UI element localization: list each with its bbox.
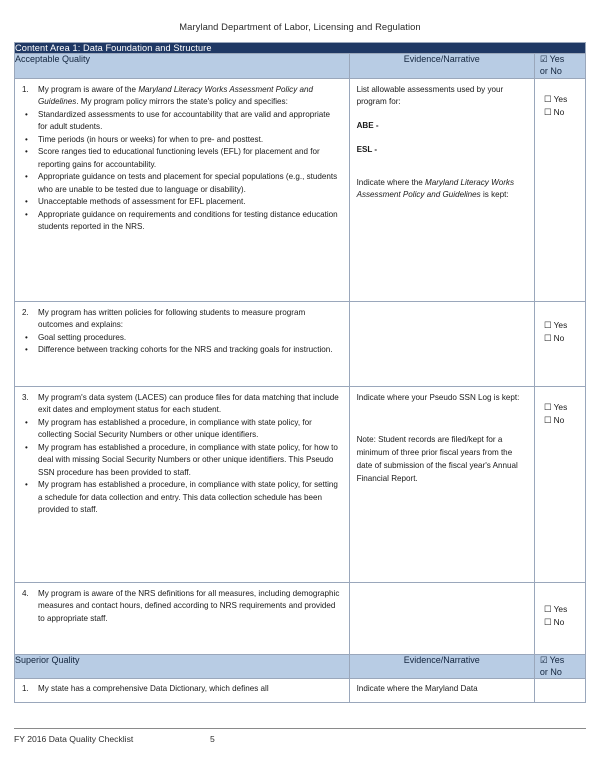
yes-no-header-line1: Yes <box>549 654 565 665</box>
yes-label: Yes <box>553 401 568 412</box>
checked-box-icon: ☑ <box>539 55 548 65</box>
no-checkbox[interactable] <box>544 616 585 630</box>
evidence-header: Evidence/Narrative <box>349 54 534 79</box>
yes-label: Yes <box>553 603 568 614</box>
spacer <box>357 157 528 177</box>
criteria-lead-text: My program is aware of the Maryland Literacy Works Assessment Policy and Guidelines. My program policy mirrors the state's policy and specifies: <box>38 84 313 107</box>
evidence-esl-label: ESL - <box>356 144 378 154</box>
list-item <box>22 332 342 345</box>
page-header: Maryland Department of Labor, Licensing and Regulation <box>179 21 421 32</box>
list-item-text: Unacceptable methods of assessment for EFL placement. <box>38 197 246 207</box>
list-item-text: My program has established a procedure, in compliance with state policy, for how to deal with missing Social Security Numbers or other unique identifiers. This Pseudo SSN procedure has been provided to staff. <box>38 442 338 477</box>
page-footer <box>14 728 586 744</box>
bullet-icon: • <box>25 197 28 207</box>
no-checkbox[interactable] <box>544 414 585 428</box>
content-area-header-row <box>15 43 586 54</box>
list-item <box>22 134 342 147</box>
criteria-cell <box>15 78 350 301</box>
row-number: 1. <box>22 84 29 94</box>
table-row <box>15 386 586 582</box>
superior-quality-header: Superior Quality <box>15 654 350 679</box>
yes-no-header <box>534 54 585 79</box>
list-item <box>22 479 342 517</box>
footer-title: FY 2016 Data Quality Checklist <box>14 734 134 744</box>
yes-label: Yes <box>553 93 568 104</box>
yes-no-header-line2: or No <box>539 666 562 677</box>
empty-box-icon: ☐ <box>543 108 552 119</box>
criteria-lead-text: My program's data system (LACES) can produce files for data matching that include exit dates and employment status for each student. <box>38 392 339 415</box>
evidence-text: Indicate where your Pseudo SSN Log is kept: <box>356 392 520 402</box>
list-item-text: Time periods (in hours or weeks) for when to pre- and posttest. <box>38 134 264 144</box>
row-number: 4. <box>22 588 29 598</box>
bullet-icon: • <box>25 209 28 219</box>
criteria-lead <box>22 683 342 696</box>
evidence-header: Evidence/Narrative <box>349 654 534 679</box>
list-item <box>22 344 342 357</box>
criteria-lead <box>22 392 342 417</box>
bullet-icon: • <box>25 332 28 342</box>
bullet-icon: • <box>25 345 28 355</box>
yes-checkbox[interactable] <box>544 401 585 415</box>
spacer <box>357 404 528 434</box>
empty-box-icon: ☐ <box>543 334 552 345</box>
bullet-icon: • <box>25 417 28 427</box>
yes-label: Yes <box>553 319 568 330</box>
acceptable-quality-header: Acceptable Quality <box>15 54 350 79</box>
yes-no-cell[interactable] <box>534 386 585 582</box>
empty-box-icon: ☐ <box>543 402 552 413</box>
table-row <box>15 78 586 301</box>
no-checkbox[interactable] <box>544 332 585 346</box>
criteria-cell <box>15 582 350 654</box>
criteria-cell <box>15 386 350 582</box>
no-label: No <box>553 617 565 628</box>
no-label: No <box>553 333 565 344</box>
yes-no-cell[interactable] <box>534 582 585 654</box>
criteria-lead <box>22 307 342 332</box>
yes-no-cell[interactable] <box>534 78 585 301</box>
list-item <box>22 442 342 480</box>
data-quality-checklist-table <box>14 42 586 703</box>
bullet-icon: • <box>25 147 28 157</box>
empty-box-icon: ☐ <box>543 320 552 331</box>
criteria-lead <box>22 588 342 626</box>
table-row <box>15 582 586 654</box>
bullet-icon: • <box>25 134 28 144</box>
empty-box-icon: ☐ <box>543 618 552 629</box>
empty-box-icon: ☐ <box>543 94 552 105</box>
list-item <box>22 109 342 134</box>
criteria-lead-text: My state has a comprehensive Data Dictionary, which defines all <box>38 684 269 694</box>
evidence-cell[interactable] <box>349 386 534 582</box>
yes-no-header-line1: Yes <box>549 54 565 64</box>
list-item-text: Goal setting procedures. <box>38 332 127 342</box>
yes-no-header <box>534 654 585 679</box>
acceptable-quality-header-row <box>15 54 586 79</box>
bullet-icon: • <box>25 442 28 452</box>
evidence-note: Note: Student records are filed/kept for a minimum of three prior fiscal years from the date of submission of the fiscal year's Annual Financial Report. <box>356 435 518 483</box>
evidence-cell[interactable] <box>349 679 534 703</box>
list-item <box>22 417 342 442</box>
list-item-text: Standardized assessments to use for accountability that are valid and appropriate for adult students. <box>38 109 330 132</box>
bullet-icon: • <box>25 480 28 490</box>
evidence-cell[interactable] <box>349 582 534 654</box>
no-label: No <box>553 107 565 118</box>
row-number: 2. <box>22 307 29 317</box>
bullet-icon: • <box>25 172 28 182</box>
page-number: 5 <box>210 734 215 744</box>
evidence-text: List allowable assessments used by your program for: <box>356 84 504 107</box>
criteria-cell <box>15 679 350 703</box>
yes-no-cell[interactable] <box>534 679 585 703</box>
list-item-text: Score ranges tied to educational functioning levels (EFL) for placement and for reporting gains for accountability. <box>38 147 320 169</box>
spacer <box>357 109 528 120</box>
list-item-text: Appropriate guidance on requirements and conditions for testing distance education students reported in the NRS. <box>38 209 338 232</box>
criteria-lead-text: My program has written policies for following students to measure program outcomes and explains: <box>38 307 306 330</box>
table-row <box>15 679 586 703</box>
empty-box-icon: ☐ <box>543 416 552 427</box>
superior-quality-header-row <box>15 654 586 679</box>
no-checkbox[interactable] <box>544 106 585 120</box>
criteria-lead <box>22 84 342 109</box>
yes-checkbox[interactable] <box>544 319 585 333</box>
list-item <box>22 209 342 234</box>
checked-box-icon: ☑ <box>539 655 548 666</box>
list-item <box>22 196 342 209</box>
no-label: No <box>553 415 565 426</box>
list-item-text: Difference between tracking cohorts for the NRS and tracking goals for instruction. <box>38 345 333 355</box>
row-number: 1. <box>22 684 29 694</box>
empty-box-icon: ☐ <box>543 604 552 615</box>
table-row <box>15 301 586 386</box>
yes-checkbox[interactable] <box>544 93 585 107</box>
evidence-policy-location: Indicate where the Maryland Literacy Works Assessment Policy and Guidelines is kept: <box>356 177 515 200</box>
yes-no-header-line2: or No <box>539 66 562 76</box>
row-number: 3. <box>22 392 29 402</box>
list-item <box>22 171 342 196</box>
yes-checkbox[interactable] <box>544 603 585 617</box>
list-item <box>22 146 342 171</box>
spacer <box>357 133 528 144</box>
content-area-title: Content Area 1: Data Foundation and Structure <box>15 43 586 54</box>
evidence-text: Indicate where the Maryland Data <box>356 684 478 694</box>
evidence-cell[interactable] <box>349 78 534 301</box>
footer-divider <box>14 728 586 729</box>
yes-no-cell[interactable] <box>534 301 585 386</box>
criteria-lead-text: My program is aware of the NRS definitions for all measures, including demographic measures and contact hours, defined according to NRS requirements and provided to appropriate staff. <box>38 588 340 623</box>
list-item-text: My program has established a procedure, in compliance with state policy, for setting a schedule for data collection and entry. This data collection schedule has been provided to staff. <box>38 480 338 515</box>
criteria-cell <box>15 301 350 386</box>
evidence-cell[interactable] <box>349 301 534 386</box>
list-item-text: My program has established a procedure, in compliance with state policy, for collecting Social Security Numbers or other unique identifiers. <box>38 417 312 440</box>
evidence-abe-label: ABE - <box>356 121 379 131</box>
list-item-text: Appropriate guidance on tests and placement for special populations (e.g., students who are unable to be tested due to language or disability). <box>38 172 338 194</box>
bullet-icon: • <box>25 109 28 119</box>
